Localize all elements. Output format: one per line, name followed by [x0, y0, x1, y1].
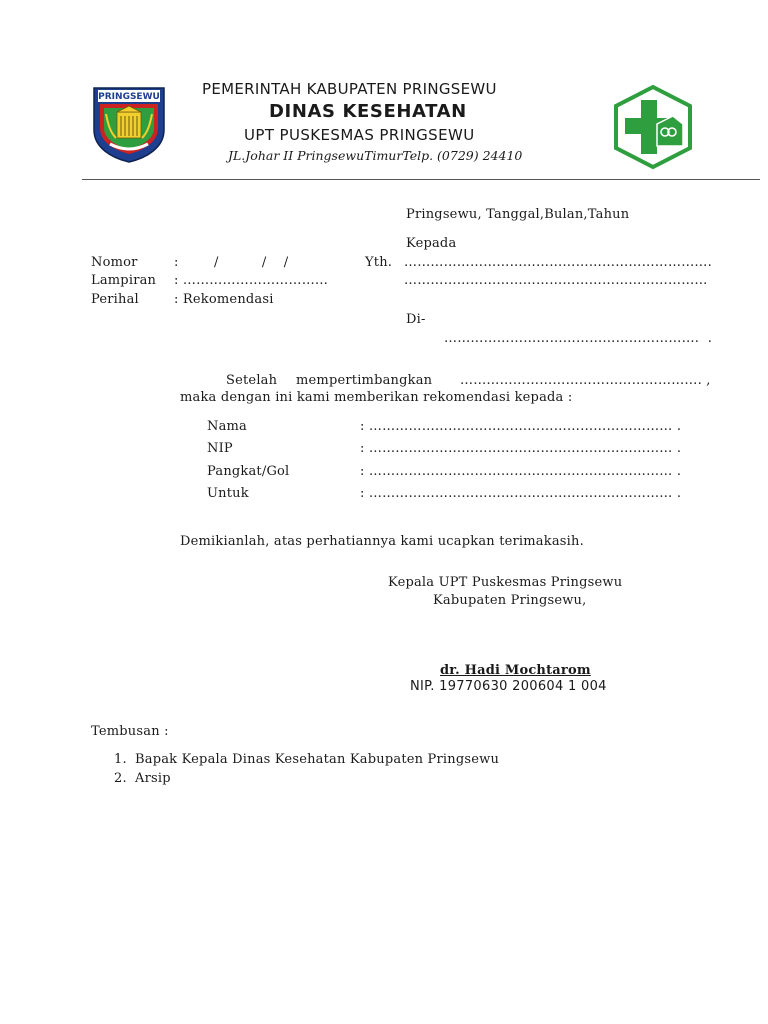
field-label-untuk: Untuk — [207, 486, 249, 501]
signer-title-1: Kepala UPT Puskesmas Pringsewu — [388, 575, 623, 590]
kepada-label: Kepada — [406, 236, 457, 251]
para1-dots: ………………………………………………. , — [460, 373, 711, 388]
signer-name: dr. Hadi Mochtarom — [440, 663, 591, 678]
emblem-label: PRINGSEWU — [98, 92, 160, 102]
para1-word: mempertimbangkan — [296, 373, 433, 388]
tembusan-item-text: Arsip — [135, 771, 171, 786]
lampiran-label: Lampiran — [91, 273, 157, 288]
lampiran-value: : …………………………… — [174, 273, 329, 288]
field-label-nama: Nama — [207, 419, 248, 434]
header-government: PEMERINTAH KABUPATEN PRINGSEWU — [202, 80, 497, 98]
nomor-separator: : — [174, 255, 179, 270]
di-label: Di- — [406, 312, 426, 327]
field-value-pangkat: : …………………………………………………………… . — [360, 464, 682, 479]
tembusan-item-text: Bapak Kepala Dinas Kesehatan Kabupaten Pringsewu — [135, 752, 500, 767]
yth-label: Yth. — [365, 255, 393, 270]
signer-nip: NIP. 19770630 200604 1 004 — [410, 679, 607, 694]
field-label-nip: NIP — [207, 441, 233, 456]
perihal-label: Perihal — [91, 292, 139, 307]
header-unit: UPT PUSKESMAS PRINGSEWU — [244, 126, 475, 144]
pringsewu-emblem-icon — [90, 84, 168, 164]
perihal-value: : Rekomendasi — [174, 292, 274, 307]
signer-title-2: Kabupaten Pringsewu, — [433, 593, 587, 608]
para2: maka dengan ini kami memberikan rekomendasi kepada : — [180, 390, 573, 405]
field-value-nama: : …………………………………………………………… . — [360, 419, 682, 434]
tembusan-item-number: 1. — [114, 752, 127, 767]
para1-start: Setelah — [226, 373, 278, 388]
tembusan-label: Tembusan : — [91, 724, 169, 739]
field-value-nip: : …………………………………………………………… . — [360, 441, 682, 456]
tembusan-item-number: 2. — [114, 771, 127, 786]
di-line: …………………………………………………. . — [444, 331, 713, 346]
puskesmas-logo-icon — [611, 84, 695, 170]
header-address: JL.Johar II PringsewuTimurTelp. (0729) 24410 — [228, 148, 523, 163]
header-agency: DINAS KESEHATAN — [269, 101, 467, 122]
header-divider — [82, 179, 760, 180]
field-label-pangkat: Pangkat/Gol — [207, 464, 290, 479]
nomor-value: / / / — [214, 255, 289, 270]
recipient-line-1: ……………………………………………………………. — [404, 255, 712, 270]
closing-sentence: Demikianlah, atas perhatiannya kami ucapkan terimakasih. — [180, 534, 584, 549]
recipient-line-2: …………………………………………………………… — [404, 273, 708, 288]
nomor-label: Nomor — [91, 255, 138, 270]
date-line: Pringsewu, Tanggal,Bulan,Tahun — [406, 207, 630, 222]
field-value-untuk: : …………………………………………………………… . — [360, 486, 682, 501]
